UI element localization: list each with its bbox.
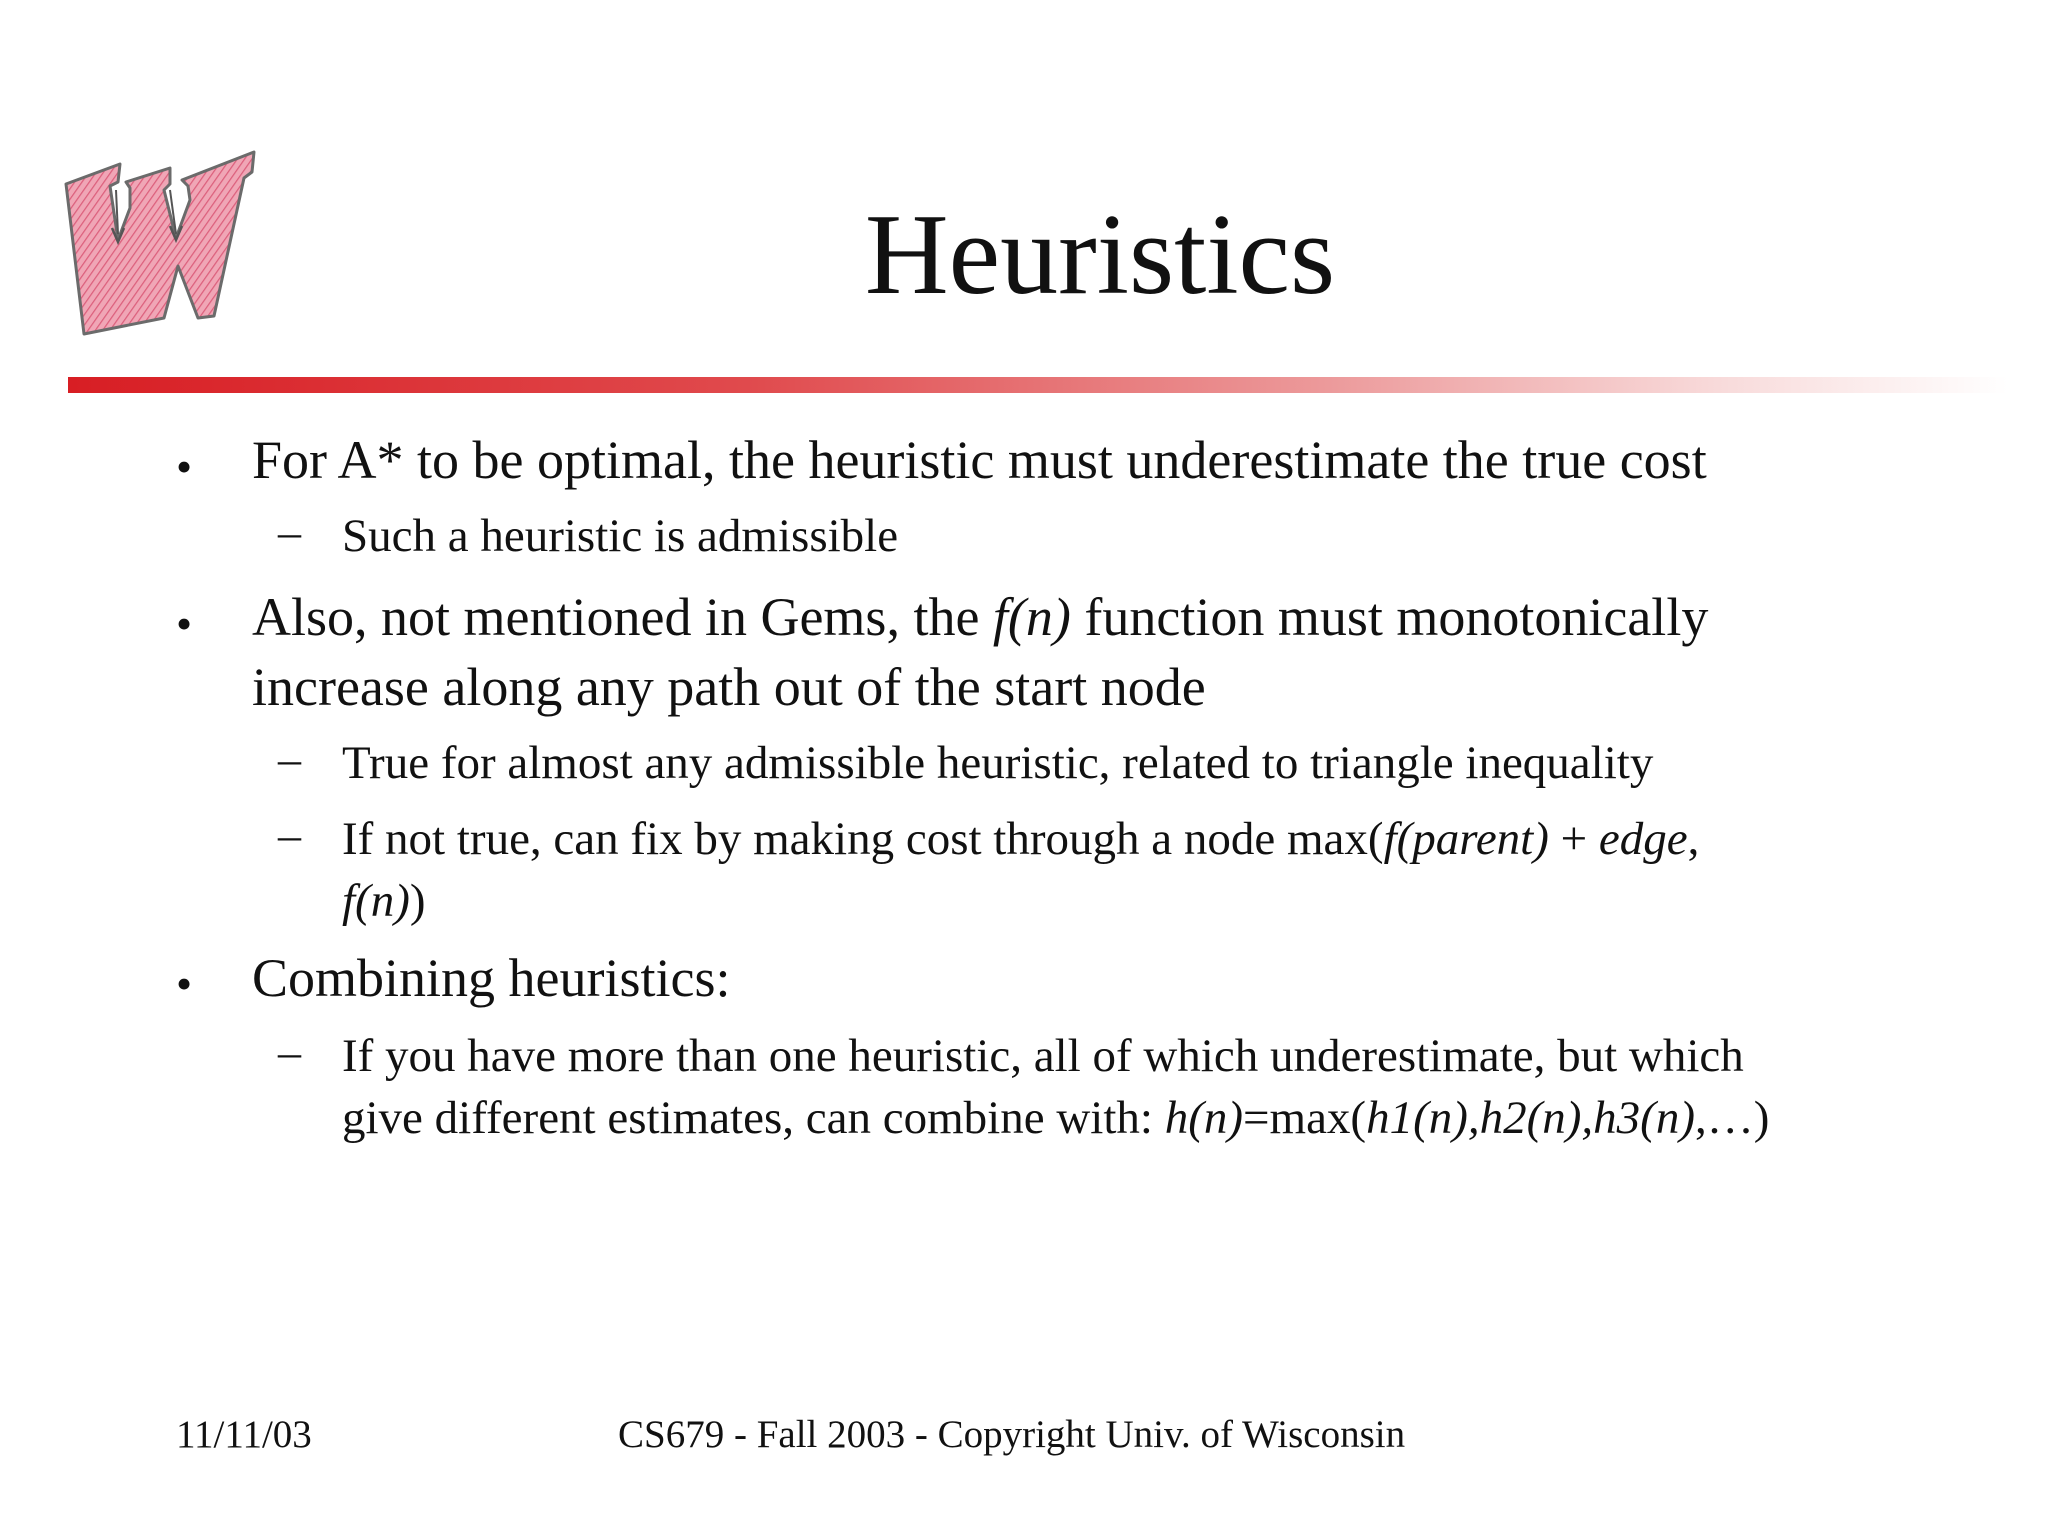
text-run: Also, not mentioned in Gems, the xyxy=(252,587,993,647)
footer-copyright: CS679 - Fall 2003 - Copyright Univ. of Wisconsin xyxy=(618,1413,1406,1456)
text-run: ,…) xyxy=(1695,1092,1770,1144)
text-run: ) xyxy=(409,875,426,927)
italic-run: f(parent) xyxy=(1383,813,1549,865)
bullet-marker: • xyxy=(176,958,193,1009)
text-run: If not true, can fix by making cost through a node max( xyxy=(342,813,1384,865)
bullet-text: For A* to be optimal, the heuristic must underestimate the true cost xyxy=(252,430,1707,490)
sub-bullet-text-line xyxy=(342,808,1699,870)
italic-run: h(n) xyxy=(1164,1092,1243,1144)
slide-title: Heuristics xyxy=(864,191,1336,319)
sub-bullet-marker: – xyxy=(278,1026,301,1077)
sub-bullet-text-line xyxy=(342,1087,1769,1149)
bullet-text: Combining heuristics: xyxy=(252,948,731,1008)
sub-bullet-marker: – xyxy=(278,733,301,784)
sub-bullet-marker: – xyxy=(278,506,301,557)
wisconsin-w-logo-icon xyxy=(58,142,263,342)
sub-bullet-text: Such a heuristic is admissible xyxy=(342,510,899,562)
text-run: give different estimates, can combine with: xyxy=(342,1092,1165,1144)
italic-run: f(n) xyxy=(342,875,410,927)
sub-bullet-text: True for almost any admissible heuristic, related to triangle inequality xyxy=(342,737,1654,789)
text-run: function must monotonically xyxy=(1070,587,1709,647)
italic-run: h1(n),h2(n),h3(n) xyxy=(1366,1092,1695,1144)
sub-bullet-text-line xyxy=(342,870,426,932)
bullet-marker: • xyxy=(176,598,193,649)
sub-bullet-marker: – xyxy=(278,809,301,860)
title-divider-rule xyxy=(68,377,2008,393)
bullet-text-line: increase along any path out of the start node xyxy=(252,657,1206,717)
bullet-marker: • xyxy=(176,441,193,492)
sub-bullet-text-line: If you have more than one heuristic, all of which underestimate, but which xyxy=(342,1030,1744,1082)
footer-date: 11/11/03 xyxy=(176,1413,312,1456)
text-run: =max( xyxy=(1243,1092,1367,1144)
italic-run: edge xyxy=(1598,813,1688,865)
text-run: + xyxy=(1548,813,1599,865)
bullet-text-line xyxy=(252,582,1708,652)
italic-run: f(n) xyxy=(992,587,1071,647)
text-run: , xyxy=(1687,813,1700,865)
